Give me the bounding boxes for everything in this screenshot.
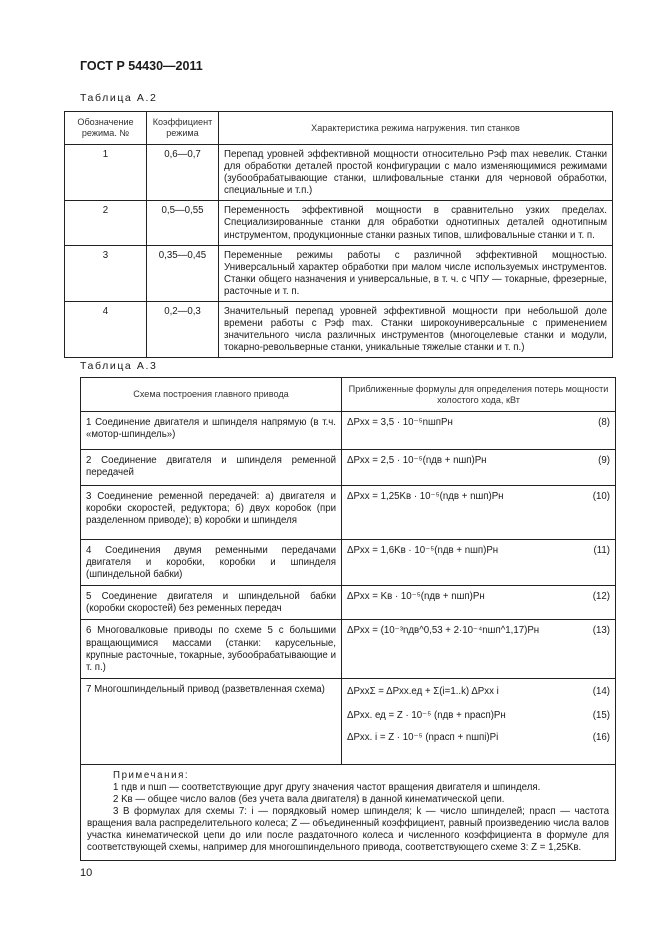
- formula: ΔPxx = Kв · 10⁻⁵(nдв + nшп)Pн: [347, 591, 485, 603]
- formula: ΔPxx = 3,5 · 10⁻⁵nшпPн: [347, 417, 453, 428]
- formula: ΔPxx. ед = Z · 10⁻⁵ (nдв + nрасп)Pн: [347, 709, 506, 721]
- equation-number: (16): [592, 732, 610, 744]
- mode-no: 2: [65, 201, 147, 245]
- equation-number: (14): [592, 685, 610, 697]
- mode-description: Значительный перепад уровней эффективной мощности при небольшой доле времени работы с Pэф max. Станки широкоуниверсальные с применением значительного числа различных инструментов (многоцелевые станки и модули, токарно-револьверные станки, уникальные тяжелые станки и т. п.): [219, 302, 613, 358]
- table-row: [81, 412, 616, 450]
- scheme-description: 6 Многовалковые приводы по схеме 5 с большими вращающимися массами (станки: карусельные, крупные расточные, токарные, зубообрабатывающие и т. п.): [81, 620, 342, 678]
- notes-row: [81, 764, 616, 860]
- equation-number: (9): [598, 455, 610, 466]
- table-row: [81, 486, 616, 540]
- table-a3-header-scheme: Схема построения главного привода: [81, 378, 342, 412]
- equation-number: (8): [598, 417, 610, 428]
- formula: ΔPxx. i = Z · 10⁻⁵ (nрасп + nшпi)Pi: [347, 732, 499, 744]
- page-header: ГОСТ Р 54430—2011: [80, 59, 203, 73]
- table-a2-header-coef: Коэффициент режима: [147, 112, 219, 145]
- scheme-description: 7 Многошпиндельный привод (разветвленная схема): [81, 678, 342, 764]
- mode-no: 4: [65, 302, 147, 358]
- note-item: 3 В формулах для схемы 7: i — порядковый номер шпинделя; k — число шпинделей; nрасп — частота вращения вала распределительного колеса; Z — объединенный коэффициент, равный произведению числа валов участка кинематической цепи до или после раздаточного колеса и численного коэффициента в формуле для соответствующей схемы, например для многошпиндельного привода, соответствующего схеме 3: Z = 1,25Kв.: [87, 805, 609, 853]
- mode-coef: 0,5—0,55: [147, 201, 219, 245]
- mode-description: Переменность эффективной мощности в сравнительно узких пределах. Специализированные станки для обработки однотипных деталей однотипным инструментом, продукционные станки разных типов, шлифовальные станки и т. п.: [219, 201, 613, 245]
- table-row: [81, 620, 616, 678]
- equation-number: (15): [592, 709, 610, 721]
- page-number: 10: [80, 867, 93, 879]
- mode-description: Переменные режимы работы с различной эффективной мощностью. Универсальный характер обработки при малом числе используемых инструментов. Станки общего назначения и универсальные, в т. ч. с ЧПУ — токарные, фрезерные, расточные и т. п.: [219, 245, 613, 301]
- notes-heading: Примечания:: [113, 769, 190, 781]
- formula: ΔPxx = 1,25Kв · 10⁻⁵(nдв + nшп)Pн: [347, 491, 504, 502]
- equation-number: (10): [592, 491, 610, 502]
- table-a2: [64, 111, 613, 358]
- mode-coef: 0,2—0,3: [147, 302, 219, 358]
- mode-no: 1: [65, 145, 147, 201]
- mode-coef: 0,35—0,45: [147, 245, 219, 301]
- mode-description: Перепад уровней эффективной мощности относительно Pэф max невелик. Станки для обработки деталей простой конфигурации с мало изменяющимися режимами (зубообрабатывающие станки, шлифовальные станки для черновой обработки, специальные и т.п.): [219, 145, 613, 201]
- note-item: 2 Kв — общее число валов (без учета вала двигателя) в данной кинематической цепи.: [113, 793, 505, 805]
- mode-coef: 0,6—0,7: [147, 145, 219, 201]
- table-row: [81, 678, 616, 764]
- equation-number: (13): [592, 625, 610, 637]
- table-row: [65, 145, 613, 201]
- equation-number: (12): [592, 591, 610, 603]
- table-row: [65, 245, 613, 301]
- note-item: 1 nдв и nшп — соответствующие друг другу значения частот вращения двигателя и шпинделя.: [113, 781, 541, 793]
- table-row: [65, 201, 613, 245]
- formula: ΔPxx = (10⁻³nдв^0,53 + 2·10⁻⁴nшп^1,17)Pн: [347, 625, 540, 637]
- table-a2-header-no: Обозначение режима. №: [65, 112, 147, 145]
- table-row: [81, 450, 616, 486]
- table-a2-caption: Таблица А.2: [80, 92, 158, 104]
- scheme-description: 1 Соединение двигателя и шпинделя напрямую (в т.ч. «мотор-шпиндель»): [81, 412, 342, 450]
- scheme-description: 3 Соединение ременной передачей: а) двигателя и коробки скоростей, редуктора; б) двух коробок (при разделенном приводе); в) коробки и шпинделя: [81, 486, 342, 540]
- table-a3: [80, 377, 616, 861]
- equation-number: (11): [593, 545, 610, 556]
- scheme-description: 2 Соединение двигателя и шпинделя ременной передачей: [81, 450, 342, 486]
- table-row: [65, 302, 613, 358]
- table-row: [81, 586, 616, 620]
- table-a3-caption: Таблица А.3: [80, 360, 158, 372]
- table-row: [81, 540, 616, 586]
- formula: ΔPxx = 2,5 · 10⁻⁵(nдв + nшп)Pн: [347, 455, 487, 466]
- formula: ΔPxx = 1,6Kв · 10⁻⁵(nдв + nшп)Pн: [347, 545, 499, 556]
- table-a3-header-formula: Приближенные формулы для определения потерь мощности холостого хода, кВт: [342, 378, 616, 412]
- scheme-description: 4 Соединения двумя ременными передачами двигателя и коробки, коробки и шпинделя (шпиндельной бабки): [81, 540, 342, 586]
- formula: ΔPxxΣ = ΔPxx.ед + Σ(i=1..k) ΔPxx i: [347, 685, 499, 697]
- table-a2-header-char: Характеристика режима нагружения. тип станков: [219, 112, 613, 145]
- scheme-description: 5 Соединение двигателя и шпиндельной бабки (коробки скоростей) без ременных передач: [81, 586, 342, 620]
- mode-no: 3: [65, 245, 147, 301]
